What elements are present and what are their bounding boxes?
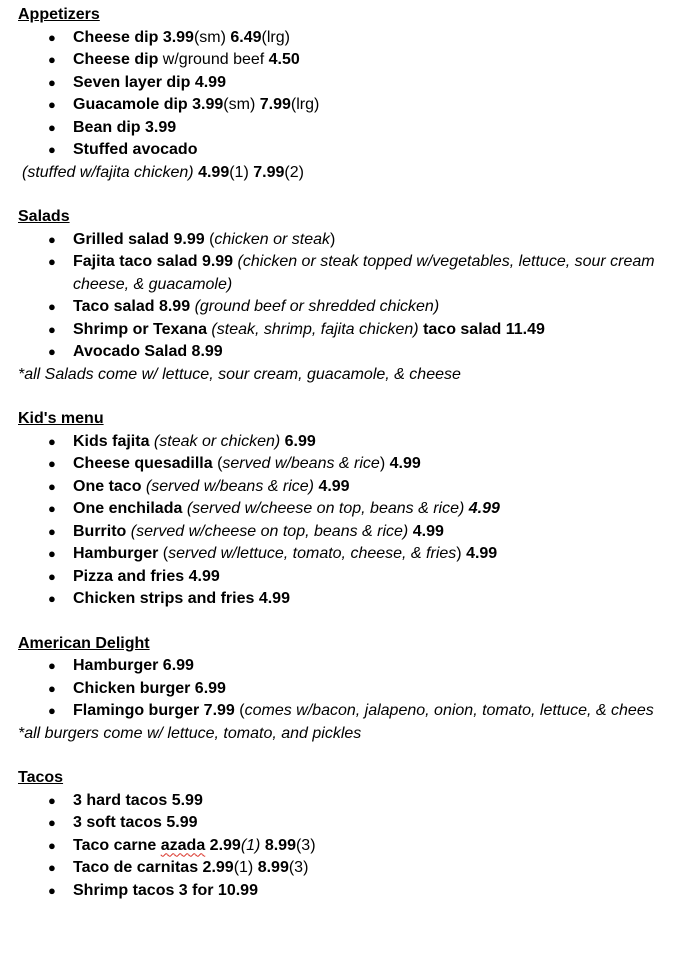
bullet-icon: ● — [48, 591, 56, 606]
list-item: ● Pizza and fries 4.99 — [18, 566, 674, 589]
list-item: ● Hamburger (served w/lettuce, tomato, cheese, & fries) 4.99 — [18, 543, 674, 566]
bullet-icon: ● — [48, 321, 56, 337]
list-item: ● Guacamole dip 3.99(sm) 7.99(lrg) — [18, 94, 674, 117]
section-heading: Kid's menu — [18, 410, 104, 427]
section-appetizers — [18, 4, 674, 184]
bullet-icon: ● — [48, 860, 56, 875]
kids-list — [18, 431, 674, 611]
bullet-icon: ● — [48, 97, 56, 112]
list-item: ● Kids fajita (steak or chicken) 6.99 — [18, 431, 674, 454]
bullet-icon: ● — [48, 254, 56, 269]
bullet-icon: ● — [48, 882, 56, 898]
bullet-icon: ● — [48, 299, 56, 314]
american-note: *all burgers come w/ lettuce, tomato, and pickles — [18, 724, 362, 742]
list-item: ● Fajita taco salad 9.99 (chicken or steak topped w/vegetables, lettuce, sour cream cheese, & guacamole) — [48, 253, 655, 293]
list-item: ● Cheese dip 3.99(sm) 6.49(lrg) — [18, 27, 674, 50]
section-tacos — [18, 767, 674, 902]
bullet-icon: ● — [48, 523, 56, 539]
list-item: ● Stuffed avocado — [18, 139, 674, 162]
bullet-icon: ● — [48, 568, 56, 584]
bullet-icon: ● — [48, 29, 56, 45]
bullet-icon: ● — [48, 478, 56, 494]
salads-note: *all Salads come w/ lettuce, sour cream, guacamole, & cheese — [18, 365, 461, 383]
bullet-icon: ● — [48, 74, 56, 90]
section-heading: Tacos — [18, 769, 64, 786]
section-heading: Salads — [18, 208, 70, 225]
list-item: ● Cheese quesadilla (served w/beans & rice) 4.99 — [18, 453, 674, 476]
list-item: ● Burrito (served w/cheese on top, beans & rice) 4.99 — [18, 521, 674, 544]
list-item: ● Flamingo burger 7.99 (comes w/bacon, jalapeno, onion, tomato, lettuce, & chees — [18, 700, 674, 723]
list-item: ● Shrimp or Texana (steak, shrimp, fajita chicken) taco salad 11.49 — [18, 319, 674, 342]
list-item: ● Seven layer dip 4.99 — [18, 72, 674, 95]
list-item: ● 3 soft tacos 5.99 — [18, 812, 674, 835]
section-american-delight — [18, 633, 674, 746]
list-item: ● Chicken burger 6.99 — [18, 678, 674, 701]
section-heading: American Delight — [18, 634, 150, 652]
list-item: ● Avocado Salad 8.99 — [18, 341, 674, 364]
list-item: ● Taco salad 8.99 (ground beef or shredded chicken) — [18, 296, 674, 319]
bullet-icon: ● — [48, 456, 56, 471]
list-item: ● 3 hard tacos 5.99 — [18, 790, 674, 813]
tacos-list — [18, 790, 674, 903]
bullet-icon: ● — [48, 501, 56, 516]
appetizers-note: (stuffed w/fajita chicken) 4.99(1) 7.99(2) — [22, 163, 304, 181]
bullet-icon: ● — [48, 119, 56, 135]
list-item: ● Shrimp tacos 3 for 10.99 — [18, 880, 674, 903]
bullet-icon: ● — [48, 680, 56, 696]
section-kids-menu — [18, 408, 674, 611]
appetizers-list — [18, 27, 674, 162]
bullet-icon: ● — [48, 658, 56, 673]
misspelled-word: azada — [160, 836, 206, 854]
list-item: ● Hamburger 6.99 — [18, 655, 674, 678]
list-item: ● Taco de carnitas 2.99(1) 8.99(3) — [18, 857, 674, 880]
list-item: ● Cheese dip w/ground beef 4.50 — [18, 49, 674, 72]
list-item: ● Grilled salad 9.99 (chicken or steak) — [18, 229, 674, 252]
list-item: ● Chicken strips and fries 4.99 — [18, 588, 674, 611]
list-item: ● Bean dip 3.99 — [18, 117, 674, 140]
american-list — [18, 655, 674, 723]
bullet-icon: ● — [48, 837, 56, 853]
section-salads — [18, 206, 674, 386]
list-item: ● One enchilada (served w/cheese on top, beans & rice) 4.99 — [18, 498, 674, 521]
bullet-icon: ● — [48, 792, 56, 808]
bullet-icon: ● — [48, 142, 56, 157]
bullet-icon: ● — [48, 344, 56, 359]
bullet-icon: ● — [48, 52, 56, 67]
bullet-icon: ● — [48, 231, 56, 247]
list-item: ● Taco carne azada 2.99(1) 8.99(3) — [18, 835, 674, 858]
bullet-icon: ● — [48, 433, 56, 449]
bullet-icon: ● — [48, 546, 56, 561]
section-heading: Appetizers — [18, 6, 100, 23]
bullet-icon: ● — [48, 703, 56, 718]
list-item: ● One taco (served w/beans & rice) 4.99 — [18, 476, 674, 499]
bullet-icon: ● — [48, 815, 56, 830]
salads-list — [18, 229, 674, 364]
